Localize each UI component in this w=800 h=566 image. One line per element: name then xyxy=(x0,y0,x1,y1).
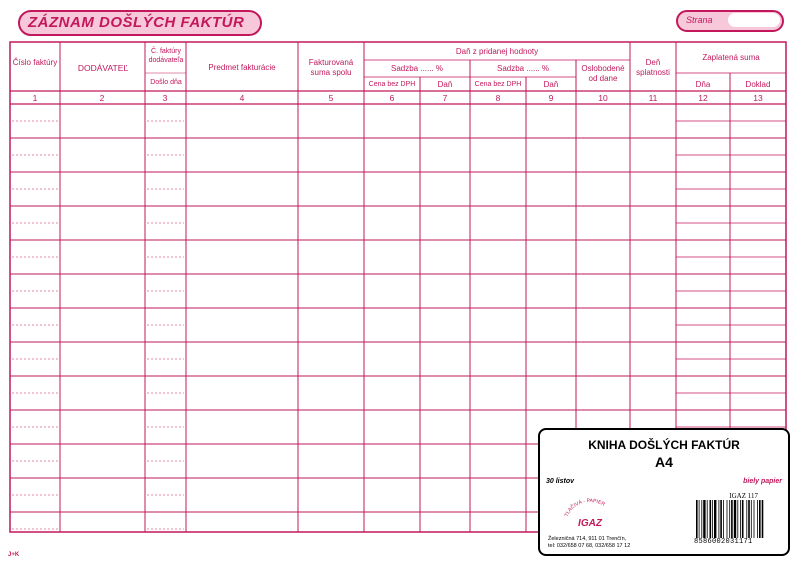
col-due-date-header: Deň splatnosti xyxy=(636,58,670,77)
vat-rate-1-header: Sadzba ...... % xyxy=(390,64,444,73)
paper-type: biely papier xyxy=(743,478,782,485)
vat-group-header: Daň z pridanej hodnoty xyxy=(455,47,539,56)
product-size: A4 xyxy=(655,454,673,470)
col-price-no-vat-1-header: Cena bez DPH xyxy=(368,81,416,88)
col-total-header: Fakturovaná suma spolu xyxy=(308,58,354,77)
col-document-header: Doklad xyxy=(745,80,771,89)
col-price-no-vat-2-header: Cena bez DPH xyxy=(474,81,522,88)
logo-text: IGAZ xyxy=(578,518,602,529)
logo-ring-text: TLAČIVÁ - PAPIER xyxy=(563,497,606,518)
column-number: 12 xyxy=(698,93,708,103)
col-supplier-header: DODÁVATEĽ xyxy=(77,63,129,73)
column-number: 4 xyxy=(239,93,245,103)
col-supplier-invoice-header: Č. faktúry dodávateľa xyxy=(148,48,184,64)
column-number: 11 xyxy=(648,93,658,103)
publisher-address: Železničná 714, 911 01 Trenčín, tel: 032/658 07 68, 032/658 17 12 xyxy=(548,536,631,549)
igaz-logo xyxy=(560,494,620,534)
column-number: 1 xyxy=(32,93,38,103)
page-number-label: Strana xyxy=(686,15,713,25)
col-vat-1-header: Daň xyxy=(437,80,453,89)
col-exempt-header: Oslobodené od dane xyxy=(581,64,625,83)
product-code: IGAZ 117 xyxy=(729,492,758,500)
product-info-panel xyxy=(538,428,790,556)
column-number: 7 xyxy=(442,93,448,103)
column-number: 3 xyxy=(162,93,168,103)
page-title: ZÁZNAM DOŠLÝCH FAKTÚR xyxy=(28,14,245,31)
column-number: 9 xyxy=(548,93,554,103)
column-number: 8 xyxy=(495,93,501,103)
column-number: 2 xyxy=(99,93,105,103)
column-number: 10 xyxy=(598,93,608,103)
barcode-icon xyxy=(696,500,784,538)
product-title: KNIHA DOŠLÝCH FAKTÚR xyxy=(588,438,740,452)
corner-mark: J+K xyxy=(8,552,20,558)
col-vat-2-header: Daň xyxy=(543,80,559,89)
column-number: 13 xyxy=(753,93,763,103)
column-number: 5 xyxy=(328,93,334,103)
barcode-number: 8586002031171 xyxy=(694,538,753,546)
column-number: 6 xyxy=(389,93,395,103)
sheet-count: 30 listov xyxy=(546,478,575,485)
col-invoice-number-header: Číslo faktúry xyxy=(12,58,58,67)
col-received-date-header: Došlo dňa xyxy=(150,79,182,86)
col-paid-date-header: Dňa xyxy=(695,80,711,89)
paid-group-header: Zaplatená suma xyxy=(702,53,760,62)
col-subject-header: Predmet fakturácie xyxy=(208,63,276,72)
vat-rate-2-header: Sadzba ...... % xyxy=(496,64,550,73)
